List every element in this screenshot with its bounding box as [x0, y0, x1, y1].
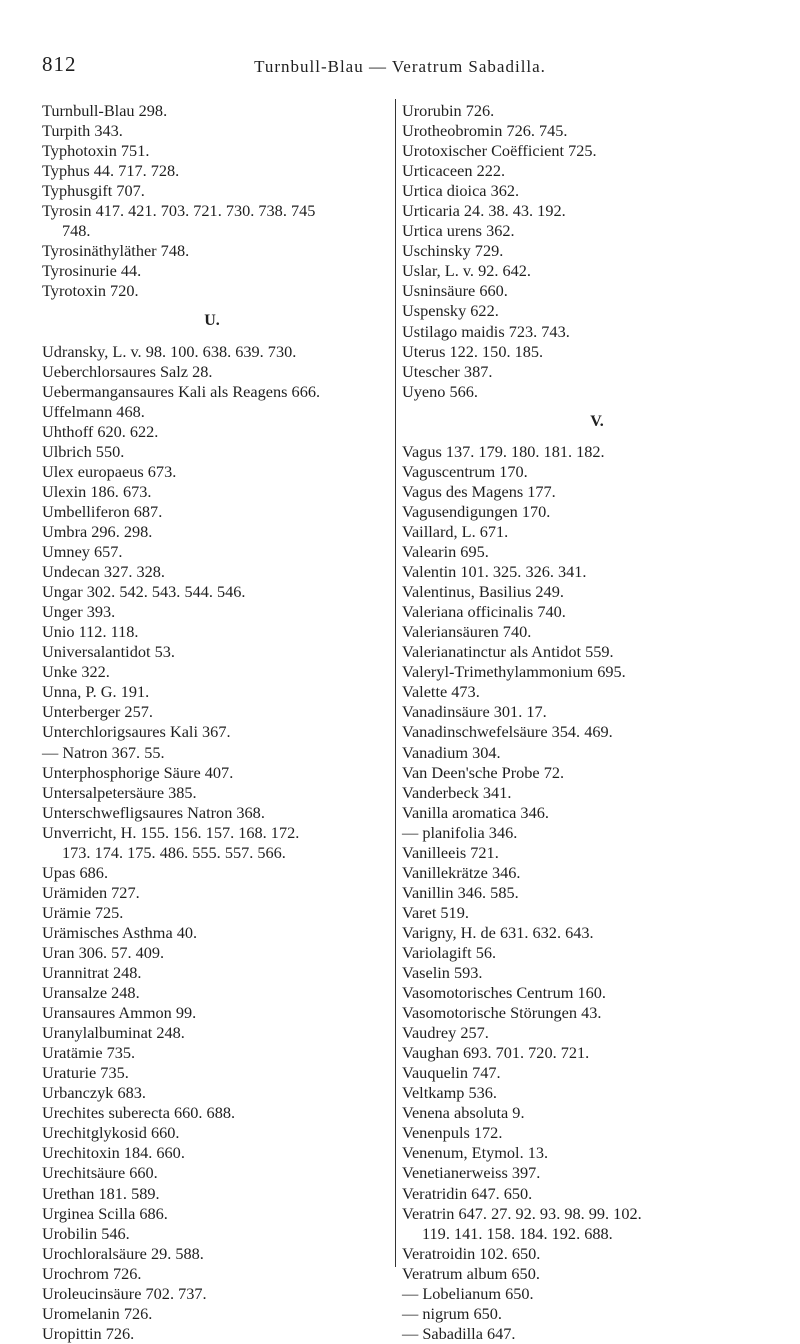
index-entry: [402, 903, 792, 923]
index-entry: [42, 1284, 382, 1304]
index-entry: [42, 662, 382, 682]
index-entry-text: Uslar, L. v. 92. 642.: [402, 261, 531, 281]
index-entry-text: Urticaceen 222.: [402, 161, 506, 181]
index-entry-text: Valeryl-Trimethylammonium 695.: [402, 662, 626, 682]
index-entry-text: Uterus 122. 150. 185.: [402, 341, 544, 361]
index-entry-text: Tyrotoxin 720.: [42, 281, 139, 301]
index-entry-text: Uransalze 248.: [42, 983, 140, 1003]
index-entry-text: Venetianerweiss 397.: [402, 1163, 541, 1183]
index-entry-text: Vaudrey 257.: [402, 1023, 489, 1043]
index-entry: [42, 542, 382, 562]
index-entry: [402, 1023, 792, 1043]
index-entry-text: — planifolia 346.: [402, 822, 518, 842]
index-entry: [42, 1103, 382, 1123]
index-entry: [402, 1304, 792, 1324]
index-entry-text: Urochloralsäure 29. 588.: [42, 1243, 204, 1263]
index-entry-text: Unke 322.: [42, 662, 110, 682]
index-entry: [402, 1063, 792, 1083]
index-entry: [402, 562, 792, 582]
index-entry: [42, 141, 382, 161]
index-entry: [402, 582, 792, 602]
index-entry-text: Uropittin 726.: [42, 1323, 135, 1343]
index-entry-text: — Natron 367. 55.: [42, 742, 165, 762]
index-entry: [42, 402, 382, 422]
index-entry-text: Varigny, H. de 631. 632. 643.: [402, 922, 594, 942]
index-entry: [402, 883, 792, 903]
index-entry: [42, 722, 382, 742]
index-entry: [402, 1083, 792, 1103]
index-entry-text: Vaillard, L. 671.: [402, 521, 509, 541]
index-entry-text: Variolagift 56.: [402, 942, 497, 962]
index-entry: [42, 783, 382, 803]
index-entry: [402, 1324, 792, 1344]
index-entry: [402, 963, 792, 983]
index-entry: [42, 241, 382, 261]
index-entry: [402, 261, 792, 281]
index-entry: [402, 863, 792, 883]
index-entry-text: Urechitoxin 184. 660.: [42, 1143, 185, 1163]
index-entry-text: Undecan 327. 328.: [42, 562, 165, 582]
index-entry: [402, 1163, 792, 1183]
index-entry-text: Urechitglykosid 660.: [42, 1123, 180, 1143]
index-entry: [42, 1063, 382, 1083]
index-entry: [42, 522, 382, 542]
index-entry: [402, 201, 792, 221]
index-entry-text: Unterphosphorige Säure 407.: [42, 762, 234, 782]
index-entry: [402, 342, 792, 362]
index-entry-text: Valeriana officinalis 740.: [402, 602, 566, 622]
index-entry-text: Typhus 44. 717. 728.: [42, 161, 180, 181]
index-entry-text: Ulexin 186. 673.: [42, 481, 152, 501]
index-entry-text: Valentin 101. 325. 326. 341.: [402, 562, 587, 582]
index-entry-text: Utescher 387.: [402, 361, 493, 381]
index-entry-text: Urorubin 726.: [402, 101, 495, 120]
index-entry-text: Ulbrich 550.: [42, 441, 125, 461]
index-entry: [402, 783, 792, 803]
index-entry: [42, 682, 382, 702]
index-entry: [402, 943, 792, 963]
index-entry-text: Vanillin 346. 585.: [402, 882, 519, 902]
index-entry-text: Vagus des Magens 177.: [402, 481, 556, 501]
index-entry: [42, 963, 382, 983]
index-entry-text: Uroleucinsäure 702. 737.: [42, 1283, 207, 1303]
index-entry-text: Urechites suberecta 660. 688.: [42, 1103, 236, 1123]
index-entry: [402, 682, 792, 702]
index-entry-text: Umbra 296. 298.: [42, 521, 153, 541]
section-letter: U.: [204, 312, 220, 330]
index-entry-text: Uransaures Ammon 99.: [42, 1003, 197, 1023]
index-entry-text: Uhthoff 620. 622.: [42, 421, 159, 441]
index-entry: [42, 1204, 382, 1224]
index-entry-text: Urechitsäure 660.: [42, 1163, 158, 1183]
index-entry-text: Unterchlorigsaures Kali 367.: [42, 722, 231, 742]
index-entry: [402, 843, 792, 863]
index-entry-text: Uschinsky 729.: [402, 241, 504, 261]
index-column-right: [399, 101, 792, 1344]
index-entry-text: Vaguscentrum 170.: [402, 461, 528, 481]
index-entry-text: Untersalpetersäure 385.: [42, 782, 197, 802]
index-entry: [42, 1083, 382, 1103]
index-entry: [42, 763, 382, 783]
index-entry: [402, 362, 792, 382]
index-entry-text: Unna, P. G. 191.: [42, 682, 150, 702]
index-entry-text: Valeriansäuren 740.: [402, 622, 532, 642]
index-entry: [402, 763, 792, 783]
index-entry-text: Urethan 181. 589.: [42, 1183, 160, 1203]
index-entry: [42, 1184, 382, 1204]
index-entry: [42, 382, 382, 402]
index-entry-text: Umbelliferon 687.: [42, 501, 163, 521]
index-entry-text: Urbanczyk 683.: [42, 1083, 146, 1103]
index-entry: [402, 301, 792, 321]
index-entry: [42, 1143, 382, 1163]
index-entry: [42, 562, 382, 582]
index-entry-text: Venena absoluta 9.: [402, 1103, 525, 1123]
index-entry: [42, 803, 382, 823]
index-entry-text: Uebermangansaures Kali als Reagens 666.: [42, 381, 321, 401]
index-entry: [42, 1163, 382, 1183]
index-entry-text: Vauquelin 747.: [402, 1063, 501, 1083]
index-entry: [42, 1244, 382, 1264]
index-entry-text: Typhusgift 707.: [42, 181, 145, 201]
index-entry-text: Venenum, Etymol. 13.: [402, 1143, 549, 1163]
index-entry-text: Unterberger 257.: [42, 702, 153, 722]
index-entry-text: Universalantidot 53.: [42, 642, 175, 662]
index-entry-text: Valette 473.: [402, 682, 480, 702]
index-entry-text: Uspensky 622.: [402, 301, 499, 321]
index-entry-text: Urämiden 727.: [42, 882, 140, 902]
index-entry: [402, 1264, 792, 1284]
index-entry: [402, 1043, 792, 1063]
index-entry: [42, 863, 382, 883]
index-entry: [42, 362, 382, 382]
index-entry-text: Urotoxischer Coëfficient 725.: [402, 141, 597, 161]
index-entry: [402, 662, 792, 682]
index-entry: [42, 1304, 382, 1324]
index-entry-continuation: 173. 174. 175. 486. 555. 557. 566.: [62, 842, 286, 862]
index-entry: [42, 101, 382, 121]
index-entry: [402, 101, 792, 121]
index-entry-text: Upas 686.: [42, 862, 109, 882]
index-entry: [402, 181, 792, 201]
index-entry-text: Tyrosinurie 44.: [42, 261, 142, 281]
index-entry: [402, 502, 792, 522]
index-entry: [42, 903, 382, 923]
index-entry-text: Ustilago maidis 723. 743.: [402, 321, 570, 341]
index-entry: [42, 622, 382, 642]
index-entry-text: Uromelanin 726.: [42, 1303, 153, 1323]
index-entry: [402, 442, 792, 462]
index-entry: [402, 322, 792, 342]
index-entry-text: — Lobelianum 650.: [402, 1283, 534, 1303]
index-entry: [42, 422, 382, 442]
index-entry-text: Unger 393.: [42, 602, 116, 622]
index-entry-text: Usninsäure 660.: [402, 281, 508, 301]
index-entry-text: Uratämie 735.: [42, 1043, 136, 1063]
index-entry: [402, 522, 792, 542]
index-entry: [42, 502, 382, 522]
index-entry-text: Urobilin 546.: [42, 1223, 130, 1243]
column-divider: [395, 99, 396, 1267]
index-entry-text: Valerianatinctur als Antidot 559.: [402, 642, 614, 662]
index-entry: [402, 1003, 792, 1023]
index-entry-text: Urämisches Asthma 40.: [42, 922, 198, 942]
index-entry: [402, 923, 792, 943]
index-column-left: [42, 101, 382, 1344]
index-entry-text: Vanillekrätze 346.: [402, 862, 521, 882]
index-entry: [42, 121, 382, 141]
index-entry: [402, 1103, 792, 1123]
index-entry: [42, 281, 382, 301]
index-entry-text: Uyeno 566.: [402, 381, 478, 401]
index-entry: [402, 983, 792, 1003]
index-entry-text: Veratrum album 650.: [402, 1263, 540, 1283]
page-number: 812: [42, 52, 77, 76]
index-entry: [402, 1244, 792, 1264]
index-entry-text: Urotheobromin 726. 745.: [402, 121, 568, 141]
index-entry: [402, 1184, 792, 1204]
index-entry-text: Vagus 137. 179. 180. 181. 182.: [402, 441, 605, 461]
index-entry-text: Vanadium 304.: [402, 742, 501, 762]
index-entry: [42, 702, 382, 722]
index-entry-text: Urtica dioica 362.: [402, 181, 520, 201]
index-entry: [402, 622, 792, 642]
index-entry-text: — Sabadilla 647.: [402, 1323, 516, 1343]
index-entry: [402, 462, 792, 482]
index-entry: [402, 722, 792, 742]
index-entry-text: Varet 519.: [402, 902, 469, 922]
index-entry: [42, 342, 382, 362]
index-entry: [42, 462, 382, 482]
index-entry-text: Uffelmann 468.: [42, 401, 145, 421]
index-entry-text: Vanilleeis 721.: [402, 842, 499, 862]
index-entry-text: Veratroidin 102. 650.: [402, 1243, 541, 1263]
index-entry-text: Ueberchlorsaures Salz 28.: [42, 361, 213, 381]
index-entry-text: Vanadinsäure 301. 17.: [402, 702, 547, 722]
index-entry-text: Veratridin 647. 650.: [402, 1183, 533, 1203]
index-entry-text: Unterschwefligsaures Natron 368.: [42, 802, 265, 822]
index-entry-text: — nigrum 650.: [402, 1303, 502, 1323]
index-entry: [402, 702, 792, 722]
index-entry-text: Urginea Scilla 686.: [42, 1203, 168, 1223]
index-entry: [42, 582, 382, 602]
index-entry: [402, 642, 792, 662]
index-entry: [42, 983, 382, 1003]
index-entry: [42, 1324, 382, 1344]
index-entry: [402, 1284, 792, 1304]
index-entry: [402, 382, 792, 402]
index-entry-text: Vasomotorische Störungen 43.: [402, 1003, 602, 1023]
index-entry-text: Valentinus, Basilius 249.: [402, 582, 564, 602]
index-entry-text: Vanadinschwefelsäure 354. 469.: [402, 722, 613, 742]
index-entry-text: Urämie 725.: [42, 902, 124, 922]
index-entry-text: Urtica urens 362.: [402, 221, 515, 241]
index-entry: [42, 1123, 382, 1143]
index-entry: [402, 743, 792, 763]
index-entry: [402, 161, 792, 181]
index-entry: [42, 1003, 382, 1023]
index-entry: [402, 542, 792, 562]
index-entry-text: Valearin 695.: [402, 542, 489, 562]
index-entry-text: Ulex europaeus 673.: [42, 461, 177, 481]
index-entry-continuation: 119. 141. 158. 184. 192. 688.: [422, 1223, 613, 1243]
index-entry: [402, 602, 792, 622]
index-entry-text: Tyrosinäthyläther 748.: [42, 241, 190, 261]
index-entry-text: Vaughan 693. 701. 720. 721.: [402, 1043, 590, 1063]
index-entry-text: Veltkamp 536.: [402, 1083, 497, 1103]
index-entry-text: Turnbull-Blau 298.: [42, 101, 168, 120]
index-entry-text: Vagusendigungen 170.: [402, 501, 551, 521]
index-entry-text: Van Deen'sche Probe 72.: [402, 762, 565, 782]
index-entry: [42, 943, 382, 963]
index-entry-text: Unverricht, H. 155. 156. 157. 168. 172.: [42, 822, 300, 842]
index-entry: [42, 261, 382, 281]
index-entry-text: Urticaria 24. 38. 43. 192.: [402, 201, 566, 221]
index-entry: [402, 141, 792, 161]
index-entry: [402, 1204, 792, 1244]
index-entry: [42, 823, 382, 863]
index-entry: [402, 221, 792, 241]
index-entry: [42, 743, 382, 763]
index-entry-text: Turpith 343.: [42, 121, 123, 141]
index-entry-text: Ungar 302. 542. 543. 544. 546.: [42, 582, 246, 602]
index-entry: [42, 1043, 382, 1063]
index-entry-text: Tyrosin 417. 421. 703. 721. 730. 738. 745: [42, 201, 316, 221]
index-entry: [42, 201, 382, 241]
index-entry: [402, 1143, 792, 1163]
index-entry-text: Urannitrat 248.: [42, 963, 142, 983]
index-entry: [42, 442, 382, 462]
index-entry: [42, 642, 382, 662]
index-entry-text: Umney 657.: [42, 542, 123, 562]
index-entry: [402, 823, 792, 843]
index-entry: [402, 803, 792, 823]
index-entry-text: Udransky, L. v. 98. 100. 638. 639. 730.: [42, 341, 297, 361]
index-entry: [42, 923, 382, 943]
index-entry-text: Urochrom 726.: [42, 1263, 142, 1283]
index-entry-text: Venenpuls 172.: [402, 1123, 503, 1143]
index-entry-text: Uranylalbuminat 248.: [42, 1023, 185, 1043]
index-entry-text: Vaselin 593.: [402, 963, 483, 983]
running-head: Turnbull-Blau — Veratrum Sabadilla.: [254, 57, 546, 76]
index-entry: [42, 602, 382, 622]
index-entry-text: Vanderbeck 341.: [402, 782, 512, 802]
index-entry: [402, 281, 792, 301]
index-entry-text: Vanilla aromatica 346.: [402, 802, 549, 822]
index-entry: [42, 1264, 382, 1284]
index-entry-text: Veratrin 647. 27. 92. 93. 98. 99. 102.: [402, 1203, 642, 1223]
index-entry: [402, 241, 792, 261]
index-entry-text: Unio 112. 118.: [42, 622, 139, 642]
index-entry: [42, 181, 382, 201]
index-entry-text: Uran 306. 57. 409.: [42, 942, 165, 962]
index-entry-text: Typhotoxin 751.: [42, 141, 150, 161]
index-entry: [402, 482, 792, 502]
section-letter: V.: [590, 412, 604, 430]
index-entry-text: Vasomotorisches Centrum 160.: [402, 983, 606, 1003]
index-entry: [42, 161, 382, 181]
index-entry: [42, 1224, 382, 1244]
index-entry: [402, 1123, 792, 1143]
index-entry: [402, 121, 792, 141]
index-entry: [42, 1023, 382, 1043]
index-entry-text: Uraturie 735.: [42, 1063, 129, 1083]
index-entry-continuation: 748.: [62, 221, 91, 241]
index-entry: [42, 482, 382, 502]
index-entry: [42, 883, 382, 903]
